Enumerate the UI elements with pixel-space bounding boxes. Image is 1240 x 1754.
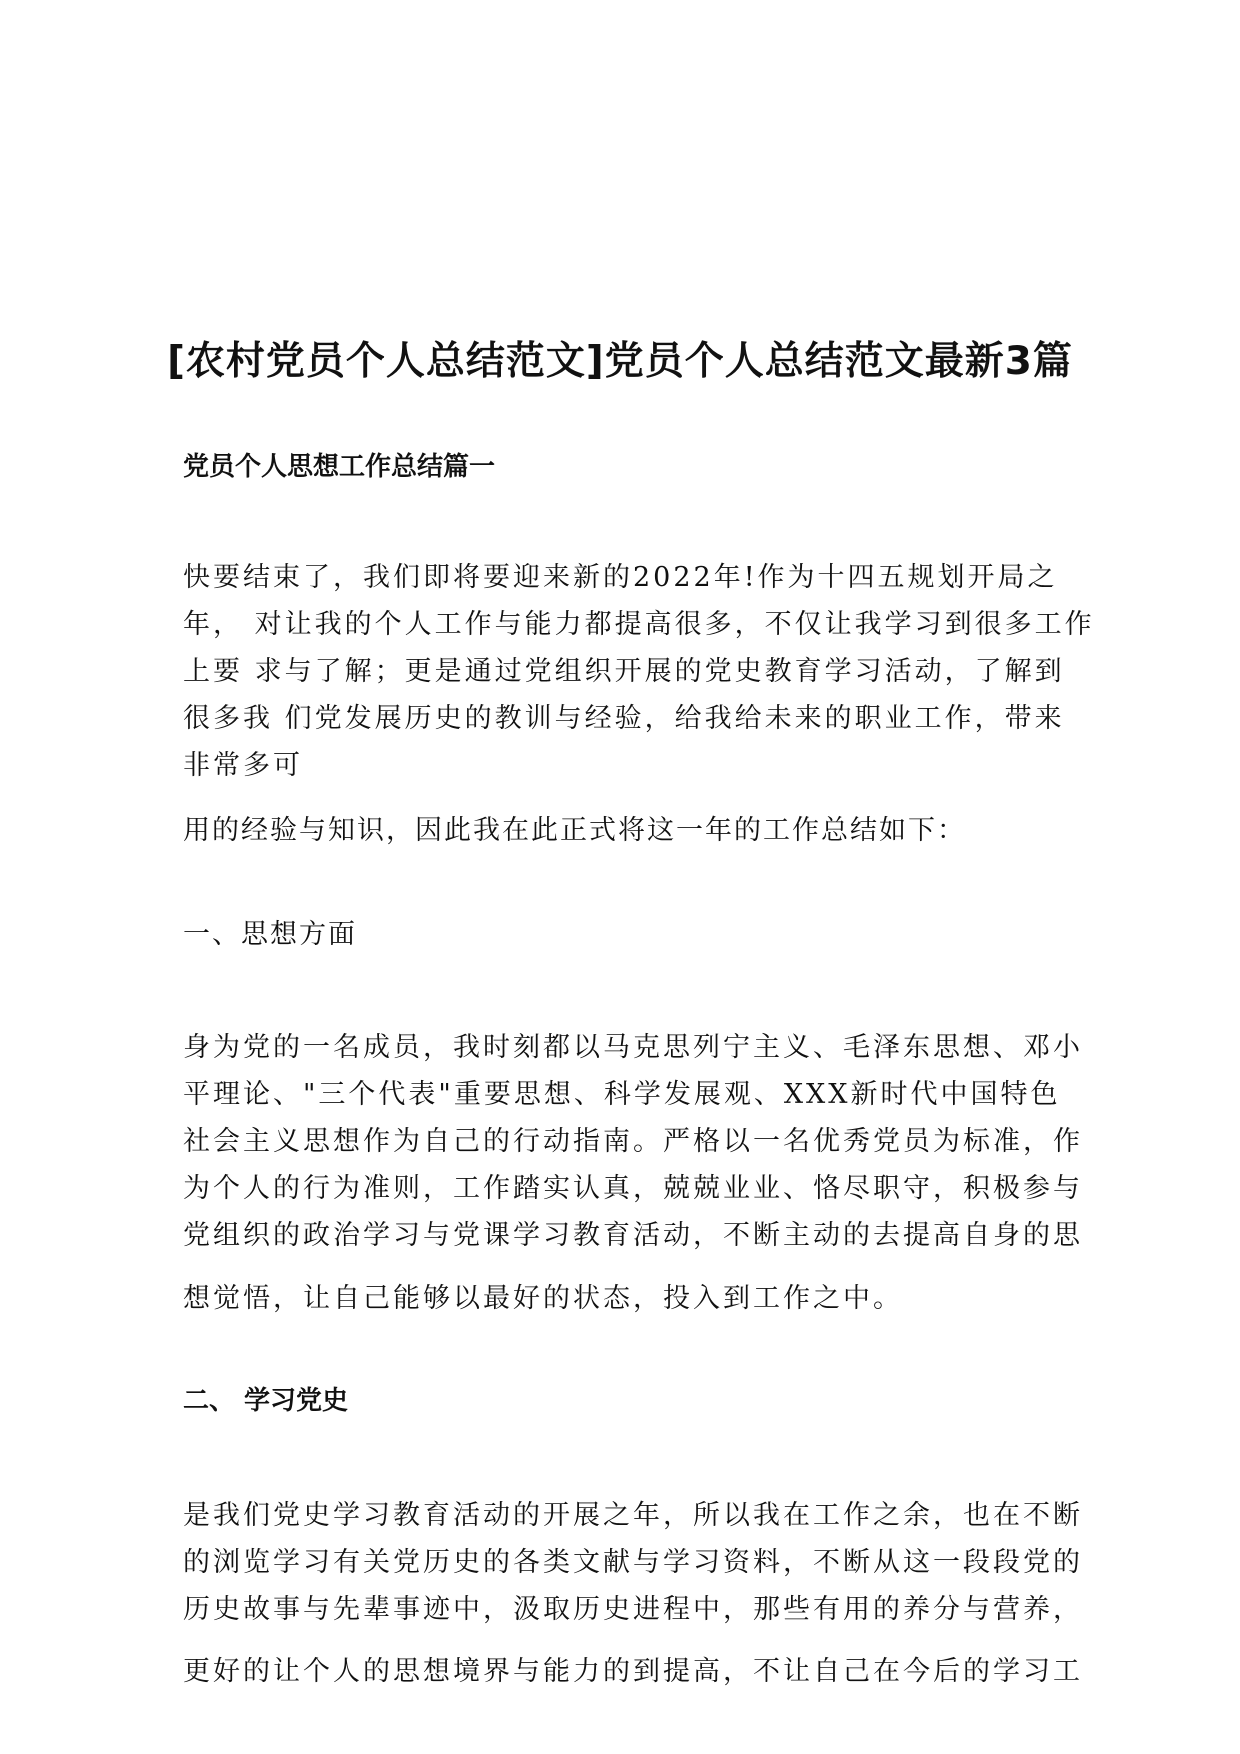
paragraph-line: 快要结束了，我们即将要迎来新的2022年!作为十四五规划开局之: [183, 562, 1058, 593]
paragraph-line: 用的经验与知识，因此我在此正式将这一年的工作总结如下：: [183, 815, 966, 846]
document-title: [农村党员个人总结范文]党员个人总结范文最新3篇: [167, 339, 1073, 384]
section-heading: 党员个人思想工作总结篇一: [183, 452, 496, 482]
paragraph-line: 身为党的一名成员，我时刻都以马克思列宁主义、毛泽东思想、邓小: [183, 1032, 1083, 1063]
paragraph-line: 平理论、"三个代表"重要思想、科学发展观、XXX新时代中国特色: [183, 1079, 1061, 1110]
paragraph-line: 历史故事与先辈事迹中，汲取历史进程中，那些有用的养分与营养，: [183, 1594, 1083, 1625]
paragraph-line: 非常多可: [183, 750, 303, 781]
paragraph-line: 更好的让个人的思想境界与能力的到提高，不让自己在今后的学习工: [183, 1656, 1083, 1687]
subsection-heading: 二、 学习党史: [183, 1386, 349, 1416]
paragraph-line: 想觉悟，让自己能够以最好的状态，投入到工作之中。: [183, 1283, 903, 1314]
paragraph-line: 上要 求与了解；更是通过党组织开展的党史教育学习活动，了解到: [183, 656, 1065, 687]
paragraph-line: 是我们党史学习教育活动的开展之年，所以我在工作之余，也在不断: [183, 1500, 1083, 1531]
subsection-heading: 一、思想方面: [183, 919, 357, 950]
paragraph-line: 社会主义思想作为自己的行动指南。严格以一名优秀党员为标准，作: [183, 1126, 1083, 1157]
paragraph-line: 年， 对让我的个人工作与能力都提高很多，不仅让我学习到很多工作: [183, 609, 1095, 640]
paragraph-line: 为个人的行为准则，工作踏实认真，兢兢业业、恪尽职守，积极参与: [183, 1173, 1083, 1204]
paragraph-line: 党组织的政治学习与党课学习教育活动，不断主动的去提高自身的思: [183, 1220, 1083, 1251]
paragraph-line: 很多我 们党发展历史的教训与经验，给我给未来的职业工作，带来: [183, 703, 1065, 734]
paragraph-line: 的浏览学习有关党历史的各类文献与学习资料，不断从这一段段党的: [183, 1547, 1083, 1578]
